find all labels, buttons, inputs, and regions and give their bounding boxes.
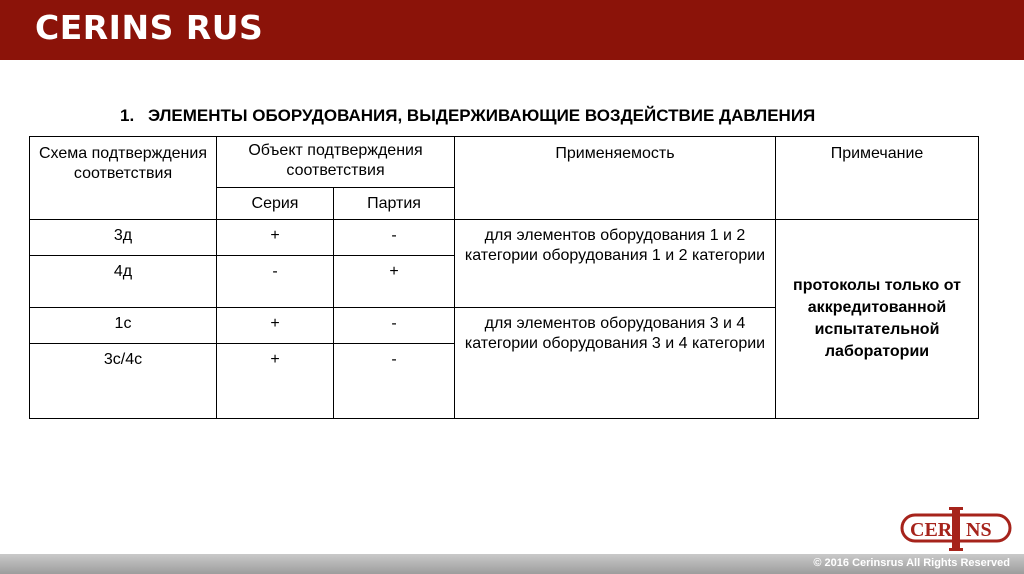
header-title: CERINS RUS xyxy=(35,8,264,47)
table-header-row xyxy=(30,137,979,188)
header-note: Примечание xyxy=(776,137,979,220)
section-heading xyxy=(120,106,815,126)
svg-text:NS: NS xyxy=(966,519,992,541)
cell-series: - xyxy=(217,256,334,308)
header-bar xyxy=(0,0,1024,60)
svg-text:CER: CER xyxy=(910,519,953,541)
table-row xyxy=(30,220,979,256)
cell-scheme: 4д xyxy=(30,256,217,308)
header-batch: Партия xyxy=(334,188,455,220)
cell-applicability: для элементов оборудования 3 и 4 категории оборудования 3 и 4 категории xyxy=(455,308,776,419)
cell-scheme: 1с xyxy=(30,308,217,344)
cell-batch: - xyxy=(334,220,455,256)
header-applicability: Применяемость xyxy=(455,137,776,220)
footer-copyright: © 2016 Cerinsrus All Rights Reserved xyxy=(813,557,1010,569)
cell-applicability: для элементов оборудования 1 и 2 категории оборудования 1 и 2 категории xyxy=(455,220,776,308)
cell-batch: + xyxy=(334,256,455,308)
cell-scheme: 3д xyxy=(30,220,217,256)
header-scheme: Схема подтверждения соответствия xyxy=(30,137,217,220)
cerins-logo xyxy=(900,506,1012,552)
cell-series: + xyxy=(217,308,334,344)
conformity-table xyxy=(29,136,979,419)
footer-bar xyxy=(0,554,1024,574)
section-title: ЭЛЕМЕНТЫ ОБОРУДОВАНИЯ, ВЫДЕРЖИВАЮЩИЕ ВОЗДЕЙСТВИЕ ДАВЛЕНИЯ xyxy=(148,106,816,125)
header-series: Серия xyxy=(217,188,334,220)
cell-batch: - xyxy=(334,308,455,344)
cell-series: + xyxy=(217,344,334,419)
section-number: 1. xyxy=(120,106,135,125)
header-object: Объект подтверждения соответствия xyxy=(217,137,455,188)
cell-series: + xyxy=(217,220,334,256)
cell-note: протоколы только от аккредитованной испытательной лаборатории xyxy=(776,220,979,419)
cell-batch: - xyxy=(334,344,455,419)
cell-scheme: 3с/4с xyxy=(30,344,217,419)
cerins-logo-mark xyxy=(900,506,1012,552)
